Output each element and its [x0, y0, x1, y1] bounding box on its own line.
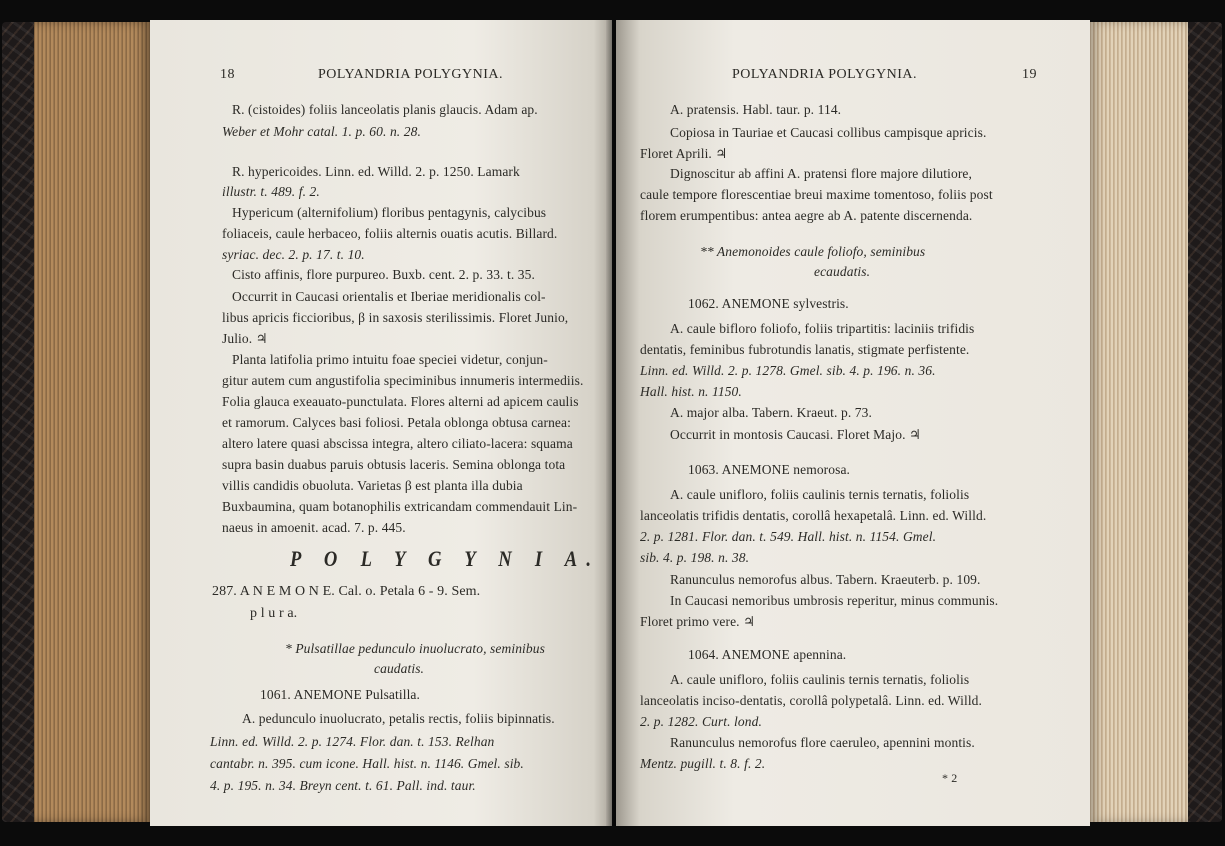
text-line: dentatis, feminibus fubrotundis lanatis, stigmate perfistente. [640, 342, 970, 357]
subdivision-heading-cont: caudatis. [374, 661, 425, 676]
text-line: Ranunculus nemorofus albus. Tabern. Kraeuterb. p. 109. [670, 572, 981, 587]
text-line: Occurrit in montosis Caucasi. Floret Majo. ♃ [670, 427, 922, 442]
left-page-edges [34, 22, 150, 822]
right-page-number: 19 [1022, 67, 1037, 82]
left-running-head: POLYANDRIA POLYGYNIA. [318, 67, 504, 82]
text-line: Hypericum (alternifolium) floribus pentagynis, calycibus [232, 205, 547, 220]
text-line: Floret Aprili. ♃ [640, 146, 728, 161]
species-heading: 1062. ANEMONE sylvestris. [688, 296, 849, 311]
left-page-number: 18 [220, 67, 235, 82]
left-marbled-cover [2, 22, 36, 822]
text-line: Planta latifolia primo intuitu foae speciei videtur, conjun- [232, 352, 548, 367]
text-line: Floret primo vere. ♃ [640, 614, 756, 629]
text-line: 2. p. 1281. Flor. dan. t. 549. Hall. hist. n. 1154. Gmel. [640, 529, 937, 544]
subdivision-heading: ** Anemonoides caule foliofo, seminibus [700, 244, 926, 259]
text-line: Dignoscitur ab affini A. pratensi flore majore dilutiore, [670, 166, 972, 181]
text-line: Folia glauca exeauato-punctulata. Flores alterni ad apicem caulis [222, 394, 579, 409]
text-line: syriac. dec. 2. p. 17. t. 10. [222, 247, 365, 262]
text-line: Hall. hist. n. 1150. [640, 384, 742, 399]
section-title: P O L Y G Y N I A. [290, 546, 601, 571]
text-line: villis candidis obuoluta. Varietas β est planta illa dubia [222, 478, 523, 493]
genus-heading: 287. A N E M O N E. Cal. o. Petala 6 - 9. Sem. [212, 584, 481, 599]
text-line: et ramorum. Calyces basi foliosi. Petala oblonga obtusa carnea: [222, 415, 571, 430]
text-line: In Caucasi nemoribus umbrosis reperitur, minus communis. [670, 593, 999, 608]
text-line: lanceolatis trifidis dentatis, corollâ hexapetalâ. Linn. ed. Willd. [640, 508, 987, 523]
signature-mark: * 2 [942, 771, 958, 785]
text-line: altero latere quasi abscissa integra, altero ciliato-lacera: squama [222, 436, 573, 451]
species-heading: 1064. ANEMONE apennina. [688, 647, 847, 662]
text-line: caule tempore florescentiae breui maxime tomentoso, foliis post [640, 187, 993, 202]
text-line: A. major alba. Tabern. Kraeut. p. 73. [670, 405, 872, 420]
text-line: Occurrit in Caucasi orientalis et Iberiae meridionalis col- [232, 289, 546, 304]
text-line: sib. 4. p. 198. n. 38. [640, 550, 750, 565]
text-line: Weber et Mohr catal. 1. p. 60. n. 28. [222, 124, 421, 139]
right-marbled-cover [1186, 22, 1222, 822]
text-line: Ranunculus nemorofus flore caeruleo, apennini montis. [670, 735, 975, 750]
text-line: lanceolatis inciso-dentatis, corollâ polypetalâ. Linn. ed. Willd. [640, 693, 982, 708]
text-line: Linn. ed. Willd. 2. p. 1278. Gmel. sib. 4. p. 196. n. 36. [640, 363, 936, 378]
text-line: naeus in amoenit. acad. 7. p. 445. [222, 520, 406, 535]
text-line: Mentz. pugill. t. 8. f. 2. [640, 756, 766, 771]
genus-heading-cont: p l u r a. [250, 606, 298, 621]
text-line: A. caule unifloro, foliis caulinis ternis ternatis, foliolis [670, 672, 970, 687]
text-line: R. (cistoides) foliis lanceolatis planis glaucis. Adam ap. [232, 102, 538, 117]
right-page-edges [1090, 22, 1188, 822]
species-heading: 1063. ANEMONE nemorosa. [688, 462, 851, 477]
text-line: cantabr. n. 395. cum icone. Hall. hist. n. 1146. Gmel. sib. [210, 756, 524, 771]
left-page [150, 20, 612, 826]
species-heading: 1061. ANEMONE Pulsatilla. [260, 687, 420, 702]
text-line: 2. p. 1282. Curt. lond. [640, 714, 762, 729]
text-line: Julio. ♃ [222, 331, 268, 346]
right-running-head: POLYANDRIA POLYGYNIA. [732, 67, 918, 82]
right-page [616, 20, 1090, 826]
text-line: florem erumpentibus: antea aegre ab A. patente discernenda. [640, 208, 973, 223]
subdivision-heading: * Pulsatillae pedunculo inuolucrato, seminibus [285, 641, 545, 656]
text-line: Cisto affinis, flore purpureo. Buxb. cent. 2. p. 33. t. 35. [232, 267, 535, 282]
text-line: A. caule unifloro, foliis caulinis ternis ternatis, foliolis [670, 487, 970, 502]
text-line: foliaceis, caule herbaceo, foliis alternis ouatis acutis. Billard. [222, 226, 558, 241]
text-line: Linn. ed. Willd. 2. p. 1274. Flor. dan. t. 153. Relhan [210, 734, 495, 749]
text-line: A. caule bifloro foliofo, foliis tripartitis: laciniis trifidis [670, 321, 975, 336]
text-line: 4. p. 195. n. 34. Breyn cent. t. 61. Pall. ind. taur. [210, 778, 476, 793]
text-line: Buxbaumina, quam botanophilis extricandam commendauit Lin- [222, 499, 578, 514]
text-line: libus apricis ficcioribus, β in saxosis sterilissimis. Floret Junio, [222, 310, 569, 325]
text-line: supra basin duabus paruis obtusis laceris. Semina oblonga tota [222, 457, 566, 472]
text-line: gitur autem cum angustifolia speciminibus innumeris intermediis. [222, 373, 584, 388]
text-line: A. pratensis. Habl. taur. p. 114. [670, 102, 842, 117]
text-line: R. hypericoides. Linn. ed. Willd. 2. p. 1250. Lamark [232, 164, 520, 179]
text-line: A. pedunculo inuolucrato, petalis rectis, foliis bipinnatis. [242, 711, 555, 726]
text-line: Copiosa in Tauriae et Caucasi collibus campisque apricis. [670, 125, 987, 140]
text-line: illustr. t. 489. f. 2. [222, 184, 320, 199]
subdivision-heading-cont: ecaudatis. [814, 264, 871, 279]
